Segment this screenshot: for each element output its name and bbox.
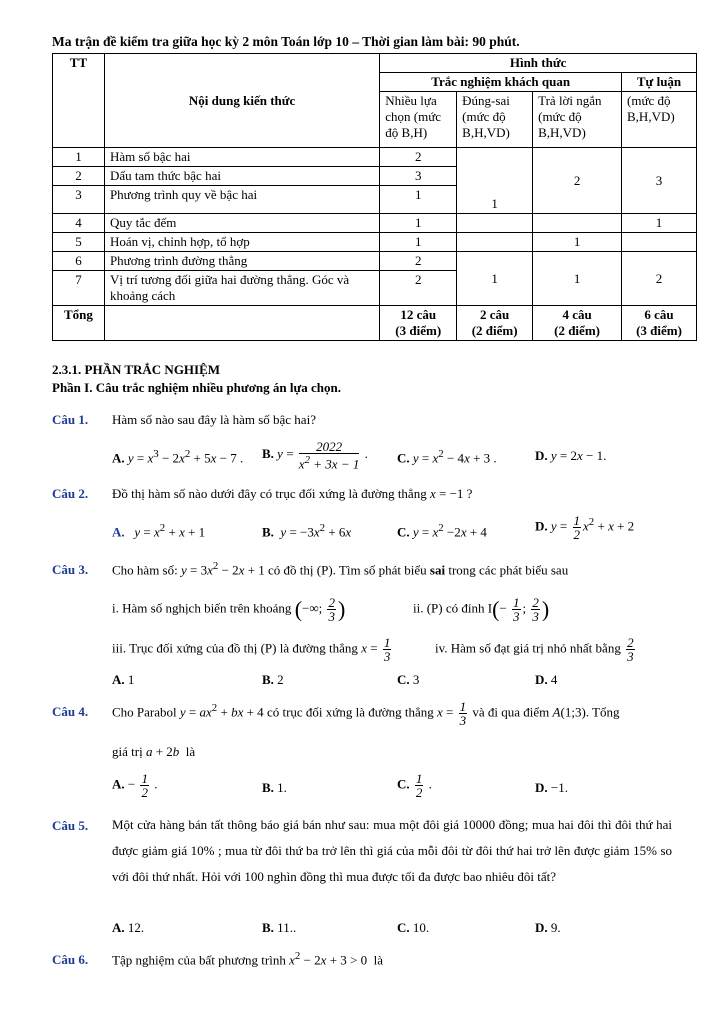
question-label: Câu 6. (52, 952, 89, 968)
empty-cell (457, 214, 533, 233)
question-label: Câu 1. (52, 412, 89, 427)
row-tt: 1 (53, 148, 105, 167)
q5-option-b: B. 11.. (262, 920, 297, 935)
header-tt: TT (53, 54, 105, 148)
header-essay-level: (mức độ B,H,VD) (622, 92, 697, 148)
row-tt: 7 (53, 271, 105, 306)
group2-short: 1 (533, 252, 622, 306)
question-label: Câu 3. (52, 562, 89, 578)
row-content: Hoán vị, chỉnh hợp, tổ hợp (104, 233, 379, 252)
group2-essay: 2 (622, 252, 697, 306)
q1-option-c: C. $y = x^2 - 4x + 3$ . (397, 448, 497, 466)
row-tt: 2 (53, 167, 105, 186)
total-essay: 6 câu (3 điểm) (622, 306, 697, 341)
row-content: Phương trình đường thẳng (104, 252, 379, 271)
q3-option-b: B. 2 (262, 672, 284, 687)
group1-short: 2 (533, 148, 622, 214)
q3-option-c: C. 3 (397, 672, 420, 687)
q1-option-a: A. $y = x^3 - 2x^2 + 5x - 7$ . (112, 448, 244, 466)
header-mc: Nhiều lựa chọn (mức độ B,H) (380, 92, 457, 148)
q3-option-d: D. 4 (535, 672, 558, 687)
total-label: Tổng (53, 306, 105, 341)
empty-cell (622, 233, 697, 252)
part-title: Phần I. Câu trắc nghiệm nhiều phương án lựa chọn. (52, 380, 342, 395)
q1-option-b: B. y = $\frac{2022}{x^2 + 3x - 1}$ . (262, 439, 368, 472)
group1-tf: 1 (457, 148, 533, 214)
empty-cell (104, 306, 379, 341)
row-mc: 1 (380, 186, 457, 214)
q4-option-b: B. 1. (262, 780, 287, 795)
row-tt: 6 (53, 252, 105, 271)
header-essay: Tự luận (622, 73, 697, 92)
header-short: Trả lời ngắn (mức độ B,H,VD) (533, 92, 622, 148)
row-essay: 1 (622, 214, 697, 233)
row-mc: 1 (380, 214, 457, 233)
document-title: Ma trận đề kiểm tra giữa học kỳ 2 môn Toán lớp 10 – Thời gian làm bài: 90 phút. (52, 34, 520, 49)
q4-prompt-line-2: giá trị a + 2b là (112, 744, 196, 759)
row-mc: 2 (380, 148, 457, 167)
row-content: Phương trình quy về bậc hai (104, 186, 379, 214)
header-objective: Trắc nghiệm khách quan (380, 73, 622, 92)
q3-statement-2: ii. (P) có đỉnh I(− $\frac{1}{3}$ ; $\frac{2}{3}$ ) (413, 595, 550, 624)
q1-option-d: D. y = 2x − 1. (535, 448, 607, 463)
question-5-label: Câu 5. (52, 818, 89, 833)
q4-option-c: C. $\frac{1}{2}$ . (397, 771, 432, 800)
total-short: 4 câu (2 điểm) (533, 306, 622, 341)
question-1: Câu 1. Hàm số nào sau đây là hàm số bậc hai? (52, 412, 316, 427)
question-label: Câu 4. (52, 704, 89, 720)
row-content: Hàm số bậc hai (104, 148, 379, 167)
total-tf: 2 câu (2 điểm) (457, 306, 533, 341)
empty-cell (533, 214, 622, 233)
q2-option-b: B. $y = -3x^2 + 6x$ (262, 522, 352, 540)
row-tt: 5 (53, 233, 105, 252)
question-5-text: Một cửa hàng bán tất thông báo giá bán như sau: mua một đôi giá 10000 đồng; mua hai đôi thì đôi thứ hai được giảm giá 10% ; mua từ đôi thứ ba trở lên thì giá của mỗi đôi từ đôi thứ hai trở lên được giảm 15% so với đôi thứ nhất. Hỏi với 100 nghìn đồng thì mua được tối đa được bao nhiêu đôi tất? (112, 817, 672, 884)
q2-option-a: A. $y = x^2 + x + 1$ (112, 522, 206, 540)
header-tf: Đúng-sai (mức độ B,H,VD) (457, 92, 533, 148)
row-mc: 2 (380, 271, 457, 306)
row-mc: 3 (380, 167, 457, 186)
row-tt: 4 (53, 214, 105, 233)
section-title: 2.3.1. PHẦN TRẮC NGHIỆM (52, 362, 221, 377)
question-4: Câu 4. Cho Parabol $y = ax^2$ + bx + 4 có trục đối xứng là đường thẳng x = $\frac{1}{3}$ và đi qua điểm A(1;3). Tổng (52, 699, 620, 728)
exam-matrix-table (52, 53, 697, 341)
row-short: 1 (533, 233, 622, 252)
row-mc: 1 (380, 233, 457, 252)
q5-option-c: C. 10. (397, 920, 430, 935)
header-form: Hình thức (380, 54, 697, 73)
q4-option-a: A. − $\frac{1}{2}$ . (112, 771, 158, 800)
empty-cell (457, 233, 533, 252)
q3-statement-4: iv. Hàm số đạt giá trị nhỏ nhất bằng $\frac{2}{3}$ (435, 635, 634, 664)
question-6: Câu 6. Tập nghiệm của bất phương trình $x^2 - 2x + 3 > 0$ là (52, 950, 383, 968)
q2-option-d: D. y = $\frac{1}{2}$ $x^2 + x + 2$ (535, 513, 635, 542)
group2-tf: 1 (457, 252, 533, 306)
row-content: Vị trí tương đối giữa hai đường thẳng. Góc và khoảng cách (104, 271, 379, 306)
group1-essay: 3 (622, 148, 697, 214)
header-content: Nội dung kiến thức (104, 54, 379, 148)
row-content: Quy tắc đếm (104, 214, 379, 233)
total-mc: 12 câu (3 điểm) (380, 306, 457, 341)
q2-option-c: C. $y = x^2 -2x + 4$ (397, 522, 487, 540)
question-2: Câu 2. Đồ thị hàm số nào dưới đây có trục đối xứng là đường thẳng x = −1 ? (52, 486, 473, 501)
q3-statement-1: i. Hàm số nghịch biến trên khoảng (−∞; $\frac{2}{3}$ ) (112, 595, 346, 624)
row-mc: 2 (380, 252, 457, 271)
question-label: Câu 2. (52, 486, 89, 501)
q5-option-d: D. 9. (535, 920, 561, 935)
q4-option-d: D. −1. (535, 780, 568, 795)
q5-option-a: A. 12. (112, 920, 145, 935)
row-tt: 3 (53, 186, 105, 214)
q3-statement-3: iii. Trục đối xứng của đồ thị (P) là đường thẳng x = $\frac{1}{3}$ (112, 635, 391, 664)
question-3: Câu 3. Cho hàm số: $y = 3x^2 - 2x + 1$ có đồ thị (P). Tìm số phát biểu sai trong các phát biểu sau (52, 560, 569, 578)
q3-option-a: A. 1 (112, 672, 135, 687)
row-content: Dấu tam thức bậc hai (104, 167, 379, 186)
